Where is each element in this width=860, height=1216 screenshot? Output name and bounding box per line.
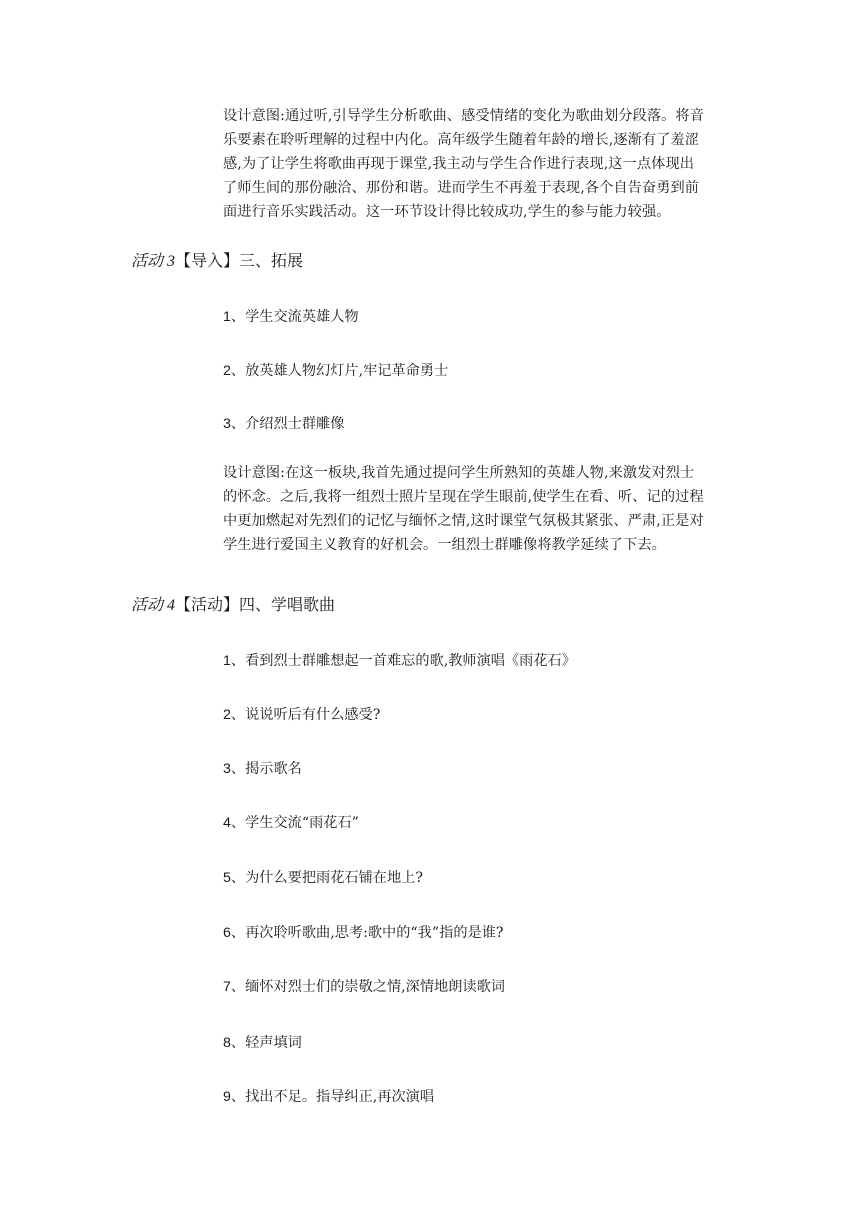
list-item [223,923,503,943]
item-text: 、说说听后有什么感受? [230,707,381,723]
list-item [223,1033,302,1053]
section-title: 【导入】三、拓展 [175,251,304,270]
activity-label: 活动 4 [131,597,176,614]
item-number: 5 [223,870,231,886]
item-text: 、找出不足。指导纠正,再次演唱 [230,1089,435,1105]
paragraph-line: 设计意图:通过听,引导学生分析歌曲、感受情绪的变化为歌曲划分段落。将音 [223,108,704,124]
paragraph-line: 面进行音乐实践活动。这一环节设计得比较成功,学生的参与能力较强。 [223,204,671,220]
list-item [223,868,423,888]
paragraph-line: 乐要素在聆听理解的过程中内化。高年级学生随着年龄的增长,逐渐有了羞涩 [223,132,700,148]
list-item [223,651,576,671]
item-text: 、学生交流英雄人物 [230,309,359,325]
item-text: 、缅怀对烈士们的崇敬之情,深情地朗读歌词 [230,979,505,995]
list-item [223,813,359,833]
list-item [223,759,302,779]
list-item [223,307,359,327]
list-item [223,1087,434,1107]
design-intent-paragraph-2 [223,461,723,557]
item-text: 、轻声填词 [230,1035,302,1051]
item-number: 9 [223,1089,231,1105]
design-intent-paragraph-1 [223,104,723,224]
item-number: 8 [223,1035,231,1051]
item-text: 、揭示歌名 [230,761,302,777]
paragraph-line: 了师生间的那份融洽、那份和谐。进而学生不再羞于表现,各个自告奋勇到前 [223,180,700,196]
paragraph-line: 感,为了让学生将歌曲再现于课堂,我主动与学生合作进行表现,这一点体现出 [223,156,695,172]
section-heading-3 [131,249,303,274]
item-text: 、学生交流“雨花石” [230,815,359,831]
list-item [223,977,505,997]
paragraph-line: 学生进行爱国主义教育的好机会。一组烈士群雕像将教学延续了下去。 [223,537,666,553]
list-item [223,361,448,381]
item-number: 1 [223,309,231,325]
paragraph-line: 中更加燃起对先烈们的记忆与缅怀之情,这时课堂气氛极其紧张、严肃,正是对 [223,513,704,529]
item-number: 2 [223,707,231,723]
item-text: 、看到烈士群雕想起一首难忘的歌,教师演唱《雨花石》 [230,653,576,669]
list-item [223,414,344,434]
item-number: 6 [223,925,231,941]
item-number: 3 [223,416,231,432]
item-text: 、放英雄人物幻灯片,牢记革命勇士 [230,363,449,379]
paragraph-line: 的怀念。之后,我将一组烈士照片呈现在学生眼前,使学生在看、听、记的过程 [223,489,704,505]
section-title: 【活动】四、学唱歌曲 [175,595,336,614]
item-text: 、再次聆听歌曲,思考:歌中的“我”指的是谁? [230,925,504,941]
item-number: 1 [223,653,231,669]
item-number: 4 [223,815,231,831]
item-text: 、为什么要把雨花石铺在地上? [230,870,423,886]
item-number: 2 [223,363,231,379]
section-heading-4 [131,593,335,618]
item-text: 、介绍烈士群雕像 [230,416,345,432]
list-item [223,705,380,725]
paragraph-line: 设计意图:在这一板块,我首先通过提问学生所熟知的英雄人物,来激发对烈士 [223,465,695,481]
activity-label: 活动 3 [131,253,176,270]
item-number: 7 [223,979,231,995]
item-number: 3 [223,761,231,777]
